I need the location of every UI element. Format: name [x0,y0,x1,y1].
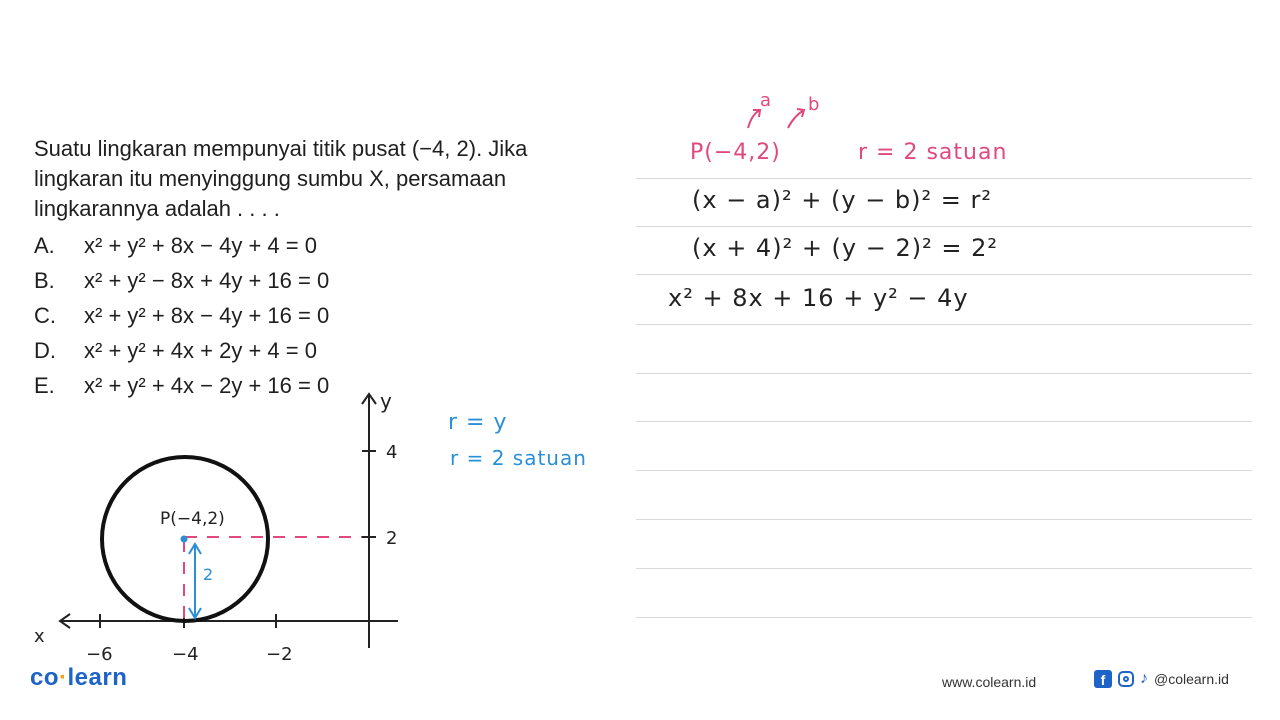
x-tick-label-neg6: −6 [86,644,113,665]
option-equation: x² + y² + 8x − 4y + 4 = 0 [84,232,317,258]
option-equation: x² + y² − 8x + 4y + 16 = 0 [84,267,330,293]
website-url: www.colearn.id [942,674,1037,690]
arrow-b [788,110,804,128]
social-links [1094,670,1229,688]
center-label: P(−4,2) [160,509,225,529]
annotation-r-equals-y: r = y [448,410,508,435]
x-axis-label: x [34,626,45,647]
option-letter: D. [34,337,56,363]
x-tick-label-neg4: −4 [172,644,199,665]
option-equation: x² + y² + 4x + 2y + 4 = 0 [84,337,317,363]
option-letter: E. [34,372,55,398]
option-letter: C. [34,302,56,328]
tiktok-icon: ♪ [1140,670,1148,687]
option-letter: B. [34,267,55,293]
option-c [34,298,329,333]
pink-arrows [740,88,830,138]
colearn-logo [30,664,127,692]
answer-options [34,228,329,403]
facebook-icon: f [1094,670,1112,688]
radius-label: 2 [203,565,214,584]
y-axis-label: y [380,389,392,413]
option-letter: A. [34,232,55,258]
working-center: P(−4,2) [690,140,781,165]
rule-line [636,617,1252,618]
logo-part-learn: learn [67,664,128,691]
instagram-icon [1118,671,1134,687]
x-tick-label-neg2: −2 [266,644,293,665]
option-equation: x² + y² + 4x − 2y + 16 = 0 [84,372,330,398]
working-radius: r = 2 satuan [858,140,1008,165]
y-tick-label-4: 4 [386,442,398,463]
question-line-3: lingkarannya adalah . . . . [34,196,280,221]
center-point [181,536,188,543]
arrow-a-label: a [760,90,772,111]
option-d [34,333,329,368]
rule-line [636,568,1252,569]
rule-line [636,373,1252,374]
rule-line [636,421,1252,422]
option-b [34,263,329,298]
question-text [34,134,624,224]
question-line-1: Suatu lingkaran mempunyai titik pusat (−4, 2). Jika [34,136,528,161]
working-expanded-equation: x² + 8x + 16 + y² − 4y [668,284,969,312]
notebook-lines [636,0,1256,720]
arrow-b-label: b [808,94,820,115]
social-handle: @colearn.id [1154,671,1229,687]
annotation-r-equals-2: r = 2 satuan [450,446,587,470]
logo-dot: · [59,664,68,691]
working-general-equation: (x − a)² + (y − b)² = r² [692,186,992,214]
rule-line [636,324,1252,325]
working-substituted-equation: (x + 4)² + (y − 2)² = 2² [692,234,998,262]
rule-line [636,178,1252,179]
logo-part-co: co [30,664,60,691]
question-line-2: lingkaran itu menyinggung sumbu X, persamaan [34,166,507,191]
rule-line [636,274,1252,275]
rule-line [636,519,1252,520]
rule-line [636,470,1252,471]
rule-line [636,226,1252,227]
option-a [34,228,329,263]
arrow-a [748,110,760,128]
coordinate-graph [0,380,640,670]
option-equation: x² + y² + 8x − 4y + 16 = 0 [84,302,330,328]
y-tick-label-2: 2 [386,528,398,549]
